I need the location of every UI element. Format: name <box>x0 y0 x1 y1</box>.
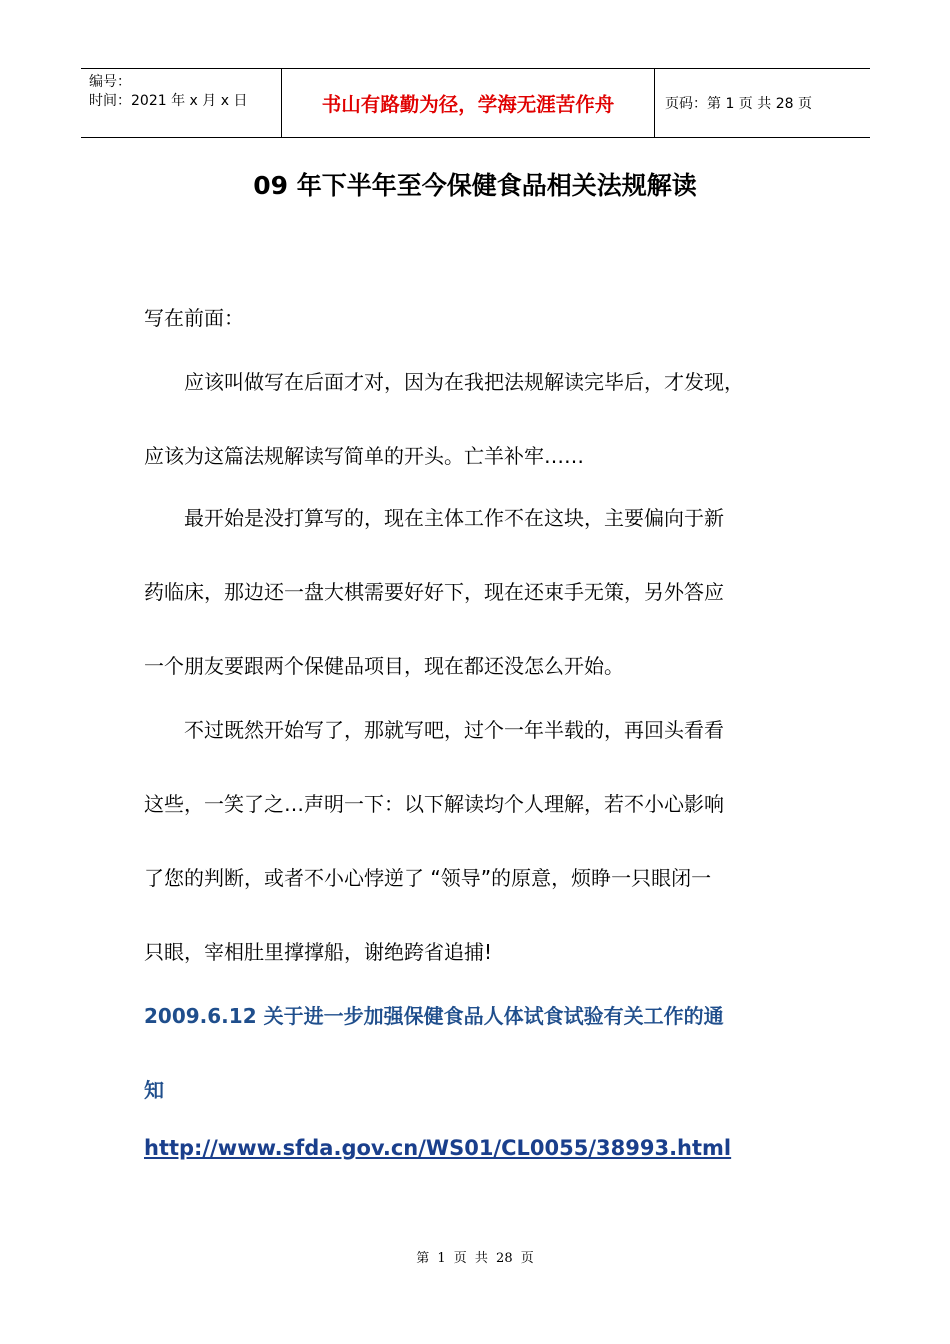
body-line: 写在前面： <box>144 306 244 330</box>
page-header <box>81 68 870 138</box>
notice-title-cont: 知 <box>144 1078 164 1102</box>
notice-url-link[interactable]: http://www.sfda.gov.cn/WS01/CL0055/38993.html <box>144 1136 732 1160</box>
body-line: 了您的判断，或者不小心悖逆了 “领导”的原意，烦睁一只眼闭一 <box>144 866 712 890</box>
header-meta <box>81 69 281 137</box>
body-line: 这些，一笑了之…声明一下：以下解读均个人理解，若不小心影响 <box>144 792 724 816</box>
header-page-info: 页码：第 1 页 共 28 页 <box>665 96 812 112</box>
body-line: 一个朋友要跟两个保健品项目，现在都还没怎么开始。 <box>144 654 624 678</box>
page-footer: 第 1 页 共 28 页 <box>416 1251 534 1266</box>
body-line: 最开始是没打算写的，现在主体工作不在这块，主要偏向于新 <box>144 506 724 530</box>
body-line: 不过既然开始写了，那就写吧，过个一年半载的，再回头看看 <box>144 718 724 742</box>
document-title: 09 年下半年至今保健食品相关法规解读 <box>253 171 697 200</box>
body-line: 应该为这篇法规解读写简单的开头。亡羊补牢…… <box>144 444 584 468</box>
header-motto: 书山有路勤为径，学海无涯苦作舟 <box>281 69 655 137</box>
header-number-label: 编号： <box>89 74 131 90</box>
body-line: 药临床，那边还一盘大棋需要好好下，现在还束手无策，另外答应 <box>144 580 724 604</box>
header-time-label: 时间：2021 年 x 月 x 日 <box>89 93 248 109</box>
body-line: 只眼，宰相肚里撑撑船，谢绝跨省追捕! <box>144 940 493 964</box>
notice-link-wrap <box>144 1136 824 1160</box>
body-line: 应该叫做写在后面才对，因为在我把法规解读完毕后，才发现， <box>144 370 744 394</box>
notice-title: 2009.6.12 关于进一步加强保健食品人体试食试验有关工作的通 <box>144 1004 724 1028</box>
